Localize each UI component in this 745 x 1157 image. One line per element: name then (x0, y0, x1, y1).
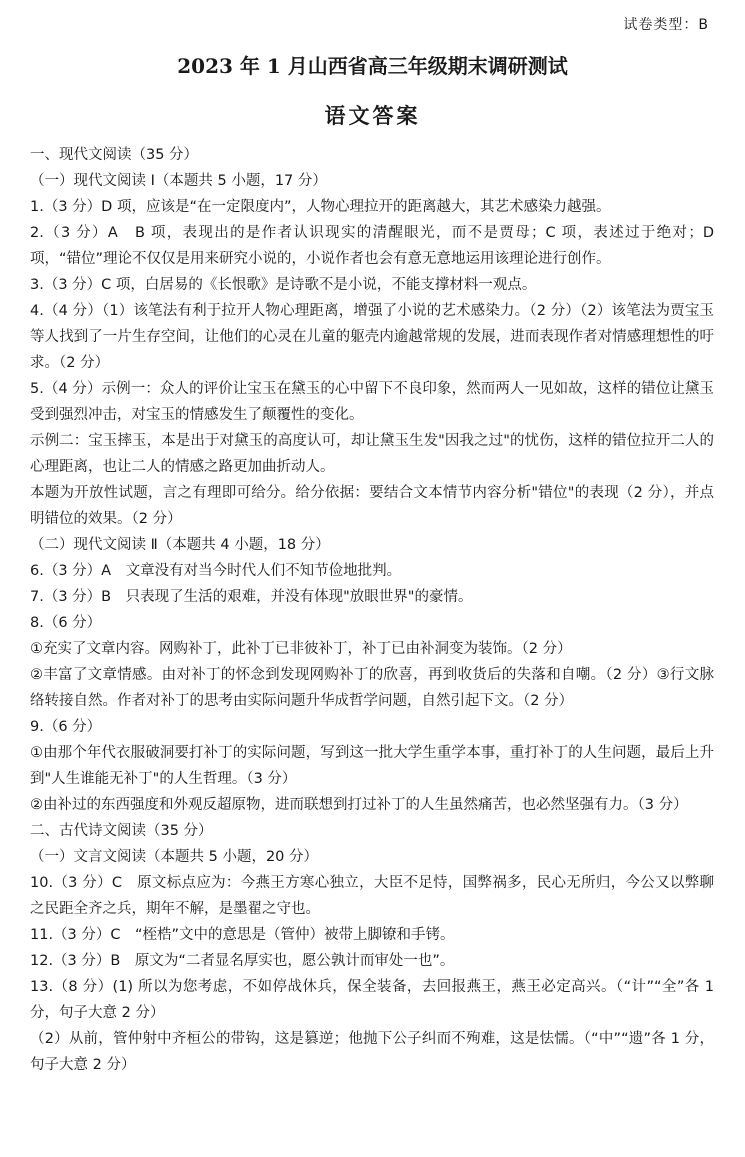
document-subtitle: 语文答案 (324, 103, 421, 128)
paper-type-label: 试卷类型：B (623, 17, 709, 33)
answer-line: 本题为开放性试题，言之有理即可给分。给分依据：要结合文本情节内容分析"错位"的表现（2 分），并点明错位的效果。（2 分） (30, 485, 714, 527)
answer-body (30, 142, 714, 1078)
answer-line: ②由补过的东西强度和外观反超原物，进而联想到打过补丁的人生虽然痛苦，也必然坚强有力。（3 分） (30, 797, 688, 813)
section-heading: 一、现代文阅读（35 分） (30, 147, 199, 163)
answer-line: ②丰富了文章情感。由对补丁的怀念到发现网购补丁的欣喜，再到收货后的失落和自嘲。（2 分）③行文脉络转接自然。作者对补丁的思考由实际问题升华成哲学问题，自然引起下文。（2 分） (30, 667, 714, 709)
answer-line: ①充实了文章内容。网购补丁，此补丁已非彼补丁，补丁已由补洞变为装饰。（2 分） (30, 641, 572, 657)
answer-line: 5.（4 分）示例一：众人的评价让宝玉在黛玉的心中留下不良印象，然而两人一见如故，这样的错位让黛玉受到强烈冲击，对宝玉的情感发生了颠覆性的变化。 (30, 381, 714, 423)
document-title: 2023 年 1 月山西省高三年级期末调研测试 (177, 54, 568, 78)
answer-line: 13.（8 分）(1) 所以为您考虑，不如停战休兵，保全装备，去回报燕王，燕王必定高兴。（“计”“全”各 1 分，句子大意 2 分） (30, 979, 714, 1021)
answer-line: 3.（3 分）C 项，白居易的《长恨歌》是诗歌不是小说，不能支撑材料一观点。 (30, 277, 537, 293)
answer-line: ①由那个年代衣服破洞要打补丁的实际问题，写到这一批大学生重学本事，重打补丁的人生问题，最后上升到"人生谁能无补丁"的人生哲理。（3 分） (30, 745, 714, 787)
subsection-heading: （二）现代文阅读 Ⅱ（本题共 4 小题，18 分） (30, 537, 330, 553)
answer-line: 12.（3 分）B 原文为“二者显名厚实也，愿公孰计而审处一也”。 (30, 953, 455, 969)
answer-line: 8.（6 分） (30, 615, 102, 631)
answer-line: 10.（3 分）C 原文标点应为：今燕王方寒心独立，大臣不足恃，国弊祸多，民心无所归，今公又以弊聊之民距全齐之兵，期年不解，是墨翟之守也。 (30, 875, 714, 917)
answer-line: （2）从前，管仲射中齐桓公的带钩，这是篡逆；他抛下公子纠而不殉难，这是怯懦。（“中”“遗”各 1 分，句子大意 2 分） (30, 1031, 714, 1073)
answer-line: 4.（4 分）（1）该笔法有利于拉开人物心理距离，增强了小说的艺术感染力。（2 分）（2）该笔法为贾宝玉等人找到了一片生存空间，让他们的心灵在儿童的躯壳内逾越常规的发展，进而表现作者对情感理想性的吁求。（2 分） (30, 303, 714, 371)
section-heading: 二、古代诗文阅读（35 分） (30, 823, 213, 839)
answer-line: 6.（3 分）A 文章没有对当今时代人们不知节俭地批判。 (30, 563, 402, 579)
answer-line: 2.（3 分）A B 项，表现出的是作者认识现实的清醒眼光，而不是贾母；C 项，表述过于绝对；D 项，“错位”理论不仅仅是用来研究小说的，小说作者也会有意无意地运用该理论进行创作。 (30, 225, 714, 267)
answer-line: 11.（3 分）C “桎梏”文中的意思是（管仲）被带上脚镣和手铐。 (30, 927, 455, 943)
subsection-heading: （一）文言文阅读（本题共 5 小题，20 分） (30, 849, 319, 865)
answer-line: 1.（3 分）D 项，应该是“在一定限度内”，人物心理拉开的距离越大，其艺术感染力越强。 (30, 199, 611, 215)
answer-line: 7.（3 分）B 只表现了生活的艰难，并没有体现"放眼世界"的豪情。 (30, 589, 473, 605)
answer-line: 示例二：宝玉摔玉，本是出于对黛玉的高度认可，却让黛玉生发"因我之过"的忧伤，这样的错位拉开二人的心理距离，也让二人的情感之路更加曲折动人。 (30, 433, 714, 475)
subsection-heading: （一）现代文阅读 I（本题共 5 小题，17 分） (30, 173, 327, 189)
answer-line: 9.（6 分） (30, 719, 102, 735)
